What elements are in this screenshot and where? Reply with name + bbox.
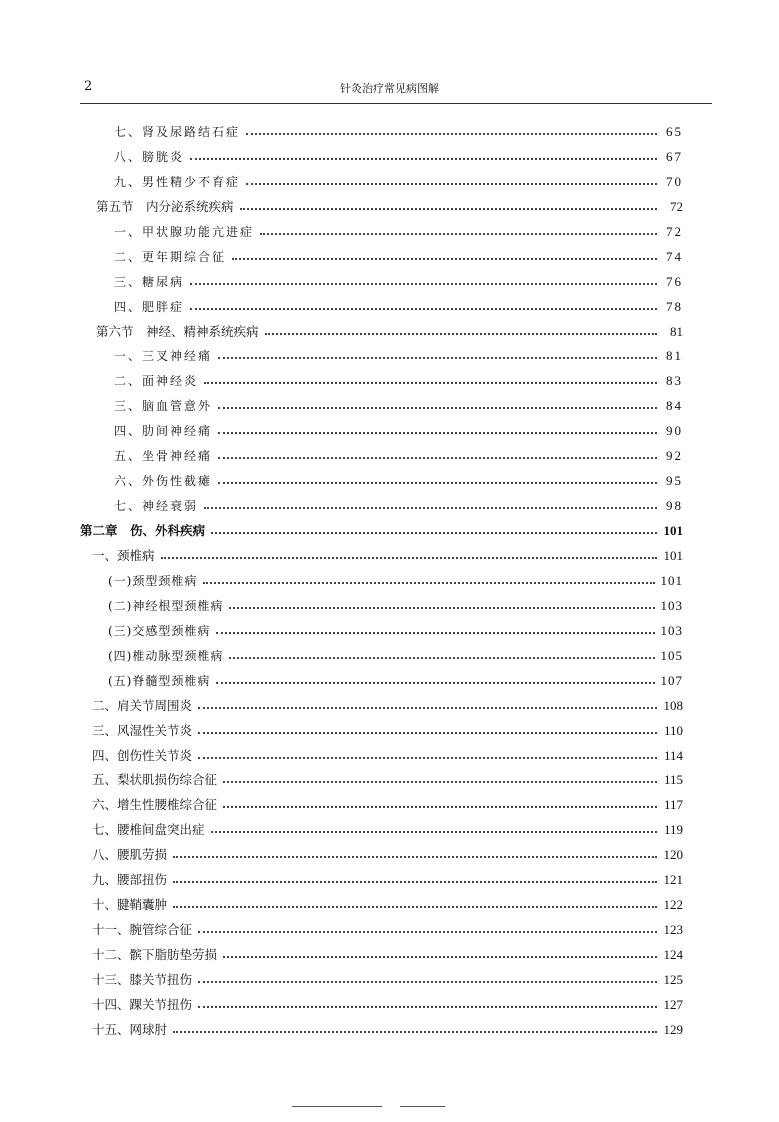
- toc-entry-title: 三、脑血管意外: [114, 399, 213, 414]
- dot-leader: [161, 557, 657, 559]
- dot-leader: [218, 407, 657, 409]
- toc-entry-page: 110: [663, 722, 683, 738]
- toc-entry-title: 六、外伤性截瘫: [114, 474, 213, 489]
- toc-entry-title: 三、糖尿病: [114, 274, 185, 289]
- toc-entry-page: 124: [663, 947, 683, 963]
- dot-leader: [229, 607, 654, 609]
- toc-entry-title: 第五节 内分泌系统疾病: [96, 198, 234, 214]
- toc-entry-title: 一、颈椎病: [92, 547, 155, 563]
- dot-leader: [198, 981, 657, 983]
- toc-entry-page: 65: [666, 124, 683, 139]
- scan-artifact: [400, 1106, 445, 1107]
- dot-leader: [204, 382, 657, 384]
- toc-entry-title: (四)椎动脉型颈椎病: [108, 648, 224, 663]
- toc-entry[interactable]: [114, 143, 683, 165]
- toc-entry-title: (五)脊髓型颈椎病: [108, 673, 211, 688]
- toc-entry-page: 74: [666, 248, 683, 264]
- dot-leader: [232, 258, 657, 260]
- toc-entry-title: (三)交感型颈椎病: [108, 623, 211, 638]
- toc-entry-page: 107: [660, 672, 683, 688]
- dot-leader: [246, 183, 657, 185]
- toc-entry[interactable]: [108, 592, 683, 614]
- toc-entry[interactable]: [114, 492, 683, 514]
- dot-leader: [198, 707, 657, 709]
- toc-entry[interactable]: [92, 991, 683, 1013]
- toc-entry-page: 95: [666, 473, 683, 489]
- toc-entry-title: 五、坐骨神经痛: [114, 449, 213, 464]
- toc-entry[interactable]: [92, 966, 683, 988]
- toc-entry-title: 七、腰椎间盘突出症: [92, 822, 205, 838]
- dot-leader: [223, 781, 657, 783]
- dot-leader: [190, 158, 657, 160]
- toc-entry[interactable]: [114, 243, 683, 265]
- toc-entry-page: 84: [666, 398, 683, 414]
- dot-leader: [216, 682, 654, 684]
- toc-entry[interactable]: [114, 118, 683, 140]
- toc-entry[interactable]: [108, 617, 683, 639]
- scan-artifact: [292, 1106, 382, 1107]
- running-header-title: 针灸治疗常见病图解: [340, 82, 439, 95]
- dot-leader: [218, 482, 657, 484]
- toc-entry-title: 七、神经衰弱: [114, 499, 199, 514]
- toc-entry[interactable]: [92, 916, 683, 938]
- toc-entry-page: 78: [666, 298, 683, 314]
- dot-leader: [173, 1031, 657, 1033]
- toc-entry-page: 67: [666, 148, 683, 164]
- toc-entry-title: 四、肋间神经痛: [114, 424, 213, 439]
- toc-entry-title: 十、腱鞘囊肿: [92, 897, 168, 913]
- toc-entry-page: 81: [670, 323, 683, 339]
- dot-leader: [204, 507, 657, 509]
- toc-entry[interactable]: [92, 841, 683, 863]
- toc-entry[interactable]: [80, 517, 683, 539]
- toc-entry[interactable]: [114, 367, 683, 389]
- dot-leader: [211, 831, 657, 833]
- toc-entry-title: 第六节 神经、精神系统疾病: [96, 323, 259, 339]
- toc-entry[interactable]: [114, 342, 683, 364]
- toc-entry-title: (一)颈型颈椎病: [108, 573, 198, 588]
- toc-entry-title: 十四、踝关节扭伤: [92, 996, 193, 1012]
- dot-leader: [223, 806, 657, 808]
- toc-entry[interactable]: [114, 467, 683, 489]
- dot-leader: [260, 233, 657, 235]
- toc-entry-title: 十一、腕管综合征: [92, 922, 193, 938]
- dot-leader: [173, 856, 657, 858]
- toc-entry-title: 九、男性精少不育症: [114, 174, 241, 189]
- toc-entry-title: 六、增生性腰椎综合征: [92, 797, 218, 813]
- toc-entry[interactable]: [92, 816, 683, 838]
- toc-entry[interactable]: [92, 717, 683, 739]
- toc-entry-title: 三、风湿性关节炎: [92, 722, 193, 738]
- toc-entry-title: 八、腰肌劳损: [92, 847, 168, 863]
- toc-entry[interactable]: [114, 168, 683, 190]
- toc-entry-page: 108: [663, 697, 683, 713]
- toc-entry-page: 122: [663, 897, 683, 913]
- toc-entry[interactable]: [96, 193, 683, 215]
- toc-entry[interactable]: [114, 392, 683, 414]
- dot-leader: [246, 133, 657, 135]
- toc-entry[interactable]: [108, 667, 683, 689]
- toc-entry-page: 98: [666, 498, 683, 514]
- toc-entry-title: 一、三叉神经痛: [114, 349, 213, 364]
- toc-entry-page: 129: [663, 1021, 683, 1037]
- toc-entry-page: 105: [660, 647, 683, 663]
- dot-leader: [265, 333, 657, 335]
- toc-entry[interactable]: [92, 692, 683, 714]
- toc-entry-page: 72: [666, 223, 683, 239]
- toc-entry[interactable]: [92, 891, 683, 913]
- toc-entry[interactable]: [108, 567, 683, 589]
- dot-leader: [218, 357, 657, 359]
- toc-entry-title: 九、腰部扭伤: [92, 872, 168, 888]
- toc-entry[interactable]: [96, 318, 683, 340]
- toc-entry-page: 83: [666, 373, 683, 389]
- dot-leader: [211, 532, 657, 534]
- toc-entry[interactable]: [92, 1016, 683, 1038]
- toc-entry-title: 二、肩关节周围炎: [92, 697, 193, 713]
- toc-entry-page: 81: [666, 348, 683, 364]
- toc-entry-page: 115: [663, 772, 683, 788]
- dot-leader: [198, 757, 657, 759]
- toc-entry-page: 103: [660, 597, 683, 613]
- toc-entry[interactable]: [114, 218, 683, 240]
- toc-entry-page: 101: [663, 523, 683, 539]
- toc-entry-page: 72: [670, 198, 683, 214]
- toc-entry-page: 101: [663, 547, 683, 563]
- toc-entry-page: 90: [666, 423, 683, 439]
- dot-leader: [218, 432, 657, 434]
- toc-entry-title: 四、创伤性关节炎: [92, 747, 193, 763]
- toc-entry-title: 五、梨状肌损伤综合征: [92, 772, 218, 788]
- toc-entry[interactable]: [92, 941, 683, 963]
- toc-entry-title: 二、更年期综合征: [114, 249, 227, 264]
- header-rule: [80, 103, 712, 104]
- dot-leader: [223, 956, 657, 958]
- dot-leader: [173, 881, 657, 883]
- toc-entry-title: 十二、髌下脂肪垫劳损: [92, 947, 218, 963]
- toc-entry-page: 114: [663, 747, 683, 763]
- dot-leader: [190, 308, 657, 310]
- dot-leader: [198, 1006, 657, 1008]
- toc-entry[interactable]: [92, 766, 683, 788]
- toc-entry-title: 十五、网球肘: [92, 1021, 168, 1037]
- dot-leader: [173, 906, 657, 908]
- toc-entry[interactable]: [92, 542, 683, 564]
- dot-leader: [198, 931, 657, 933]
- toc-entry-page: 125: [663, 971, 683, 987]
- toc-entry[interactable]: [114, 417, 683, 439]
- page-number: 2: [84, 79, 93, 94]
- toc-entry-page: 121: [663, 872, 683, 888]
- dot-leader: [240, 208, 657, 210]
- toc-entry[interactable]: [114, 293, 683, 315]
- toc-entry-page: 92: [666, 448, 683, 464]
- toc-entry[interactable]: [114, 268, 683, 290]
- toc-entry-title: 四、肥胖症: [114, 299, 185, 314]
- toc-entry-page: 127: [663, 996, 683, 1012]
- toc-entry-page: 123: [663, 922, 683, 938]
- toc-entry-page: 120: [663, 847, 683, 863]
- toc-entry-title: 十三、膝关节扭伤: [92, 971, 193, 987]
- toc-entry-page: 103: [660, 622, 683, 638]
- toc-entry[interactable]: [114, 442, 683, 464]
- toc-entry-page: 76: [666, 273, 683, 289]
- toc-entry-page: 70: [666, 173, 683, 189]
- dot-leader: [216, 632, 654, 634]
- toc-entry-title: 八、膀胱炎: [114, 149, 185, 164]
- dot-leader: [190, 283, 657, 285]
- toc-entry-page: 101: [660, 572, 683, 588]
- toc-entry-title: 二、面神经炎: [114, 374, 199, 389]
- dot-leader: [229, 657, 654, 659]
- toc-entry[interactable]: [108, 642, 683, 664]
- toc-entry[interactable]: [92, 791, 683, 813]
- toc-entry-page: 117: [663, 797, 683, 813]
- dot-leader: [203, 582, 654, 584]
- toc-entry-page: 119: [663, 822, 683, 838]
- toc-entry[interactable]: [92, 742, 683, 764]
- toc-entry-title: 七、肾及尿路结石症: [114, 125, 241, 139]
- dot-leader: [198, 732, 657, 734]
- toc-entry-title: (二)神经根型颈椎病: [108, 598, 224, 613]
- toc-entry-title: 第二章 伤、外科疾病: [80, 523, 206, 539]
- toc-entry-title: 一、甲状腺功能亢进症: [114, 224, 255, 239]
- dot-leader: [218, 457, 657, 459]
- toc-entry[interactable]: [92, 866, 683, 888]
